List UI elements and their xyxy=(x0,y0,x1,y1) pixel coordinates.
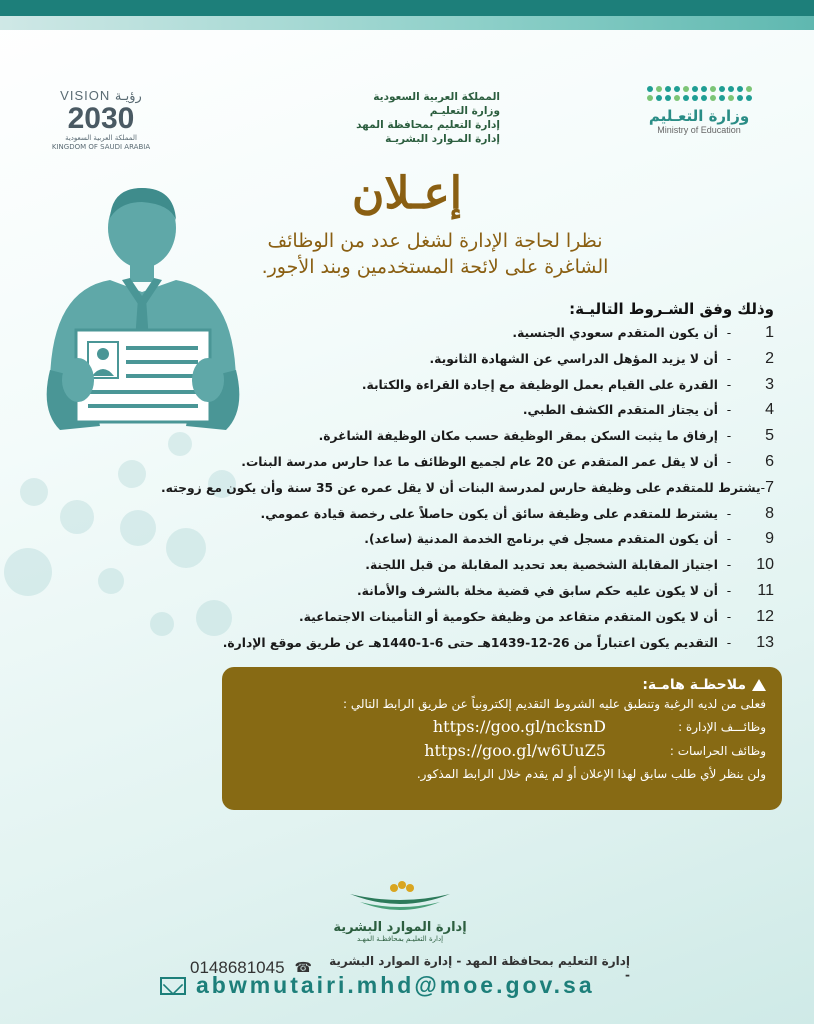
deco-user-icon xyxy=(166,528,206,568)
top-stripe xyxy=(0,16,814,30)
footer-address: إدارة التعليم بمحافظة المهد - إدارة الموارد البشرية - xyxy=(329,954,630,982)
email-address[interactable]: abwmutairi.mhd@moe.gov.sa xyxy=(196,972,595,998)
vision-label: VISION رؤيـة xyxy=(60,88,142,103)
envelope-icon xyxy=(160,977,186,995)
condition-item: 2 - أن لا يزيد المؤهل الدراسي عن الشهادة الثانوية. xyxy=(429,349,774,367)
hr-logo xyxy=(330,880,470,950)
condition-item: 10 - اجتياز المقابلة الشخصية بعد تحديد المقابلة من قبل اللجنة. xyxy=(365,556,774,574)
org-line: إدارة المـوارد البشريـة xyxy=(385,133,500,145)
deco-user-icon xyxy=(98,568,124,594)
note-heading: ملاحظـة هامـة: xyxy=(238,677,766,693)
vision-country-ar: المملكة العربية السعودية xyxy=(65,134,137,142)
fax-icon: ☎ xyxy=(294,960,312,976)
org-line: المملكة العربية السعودية xyxy=(373,91,500,103)
footer-phone[interactable]: 0148681045 xyxy=(190,958,285,977)
deco-user-icon xyxy=(4,548,52,596)
note-closing: ولن ينظر لأي طلب سابق لهذا الإعلان أو لم يقدم خلال الرابط المذكور. xyxy=(416,767,766,781)
condition-item: 12 - أن لا يكون المتقدم متقاعد من وظيفة حكومية أو التأمينات الاجتماعية. xyxy=(299,607,774,625)
deco-user-icon xyxy=(20,478,48,506)
org-line: إدارة التعليم بمحافظة المهد xyxy=(356,119,500,131)
vision-country-en: KINGDOM OF SAUDI ARABIA xyxy=(51,143,151,151)
important-note-box xyxy=(222,667,782,810)
top-bar xyxy=(0,0,814,16)
hr-title: إدارة الموارد البشرية xyxy=(333,920,467,935)
guards-jobs-row xyxy=(238,739,766,763)
condition-item: 4 - أن يجتاز المتقدم الكشف الطبي. xyxy=(522,401,774,419)
deco-user-icon xyxy=(60,500,94,534)
page-subtitle: نظرا لحاجة الإدارة لشغل عدد من الوظائف الشاغرة على لائحة المستخدمين وبند الأجور. xyxy=(261,230,609,278)
ministry-dots-icon xyxy=(644,86,754,101)
conditions-list xyxy=(160,324,774,659)
deco-user-icon xyxy=(120,510,156,546)
note-intro: فعلى من لديه الرغبة وتنطبق عليه الشروط التقديم إلكترونياً عن طريق الرابط التالي : xyxy=(343,697,766,711)
hr-emblem-icon xyxy=(340,880,460,916)
guards-jobs-label: وظائف الحراسات : xyxy=(669,744,766,758)
org-header xyxy=(320,90,500,146)
condition-item: 9 - أن يكون المتقدم مسجل في برنامج الخدمة المدنية (ساعد). xyxy=(364,530,774,548)
admin-jobs-link[interactable]: https://goo.gl/ncksnD xyxy=(432,717,606,736)
condition-item: 6 - أن لا يقل عمر المتقدم عن 20 عام لجميع الوظائف ما عدا حارس مدرسة البنات. xyxy=(241,452,774,470)
warning-triangle-icon xyxy=(752,679,766,691)
condition-item: 7 - يشترط للمتقدم على وظيفة حارس لمدرسة البنات أن لا يقل عمره عن 35 سنة وأن يكون مع زوجته. xyxy=(160,478,774,496)
vision-2030-logo xyxy=(36,88,166,152)
ministry-logo xyxy=(644,86,754,135)
condition-item: 5 - إرفاق ما يثبت السكن بمقر الوظيفة حسب مكان الوظيفة الشاغرة. xyxy=(318,427,774,445)
condition-item: 11 - أن لا يكون عليه حكم سابق في قضية مخلة بالشرف والأمانة. xyxy=(357,581,774,599)
ministry-name-ar: وزارة التعـليم xyxy=(648,107,750,125)
vision-year: 2030 xyxy=(67,102,135,135)
admin-jobs-row xyxy=(238,715,766,739)
condition-item: 3 - القدرة على القيام بعمل الوظيفة مع إجادة القراءة والكتابة. xyxy=(361,375,774,393)
admin-jobs-label: وظائـــف الإدارة : xyxy=(678,720,766,734)
condition-item: 1 - أن يكون المتقدم سعودي الجنسية. xyxy=(512,324,774,341)
hr-subtitle: إدارة التعليـم بمحافظـة المهـد xyxy=(356,935,444,943)
deco-user-icon xyxy=(150,612,174,636)
page-title: إعـلان xyxy=(352,168,462,219)
org-line: وزارة التعليـم xyxy=(429,105,500,117)
ministry-name-en: Ministry of Education xyxy=(657,125,741,135)
guards-jobs-link[interactable]: https://goo.gl/w6UuZ5 xyxy=(424,741,606,760)
footer-email xyxy=(160,972,595,999)
condition-item: 8 - يشترط للمتقدم على وظيفة سائق أن يكون حاصلاً على رخصة قيادة عمومي. xyxy=(260,504,774,522)
condition-item: 13 - التقديم يكون اعتباراً من 26-12-1439هـ حتى 6-1-1440هـ عن طريق موقع الإدارة. xyxy=(222,633,774,651)
conditions-header: وذلك وفق الشـروط التاليـة: xyxy=(569,300,774,318)
